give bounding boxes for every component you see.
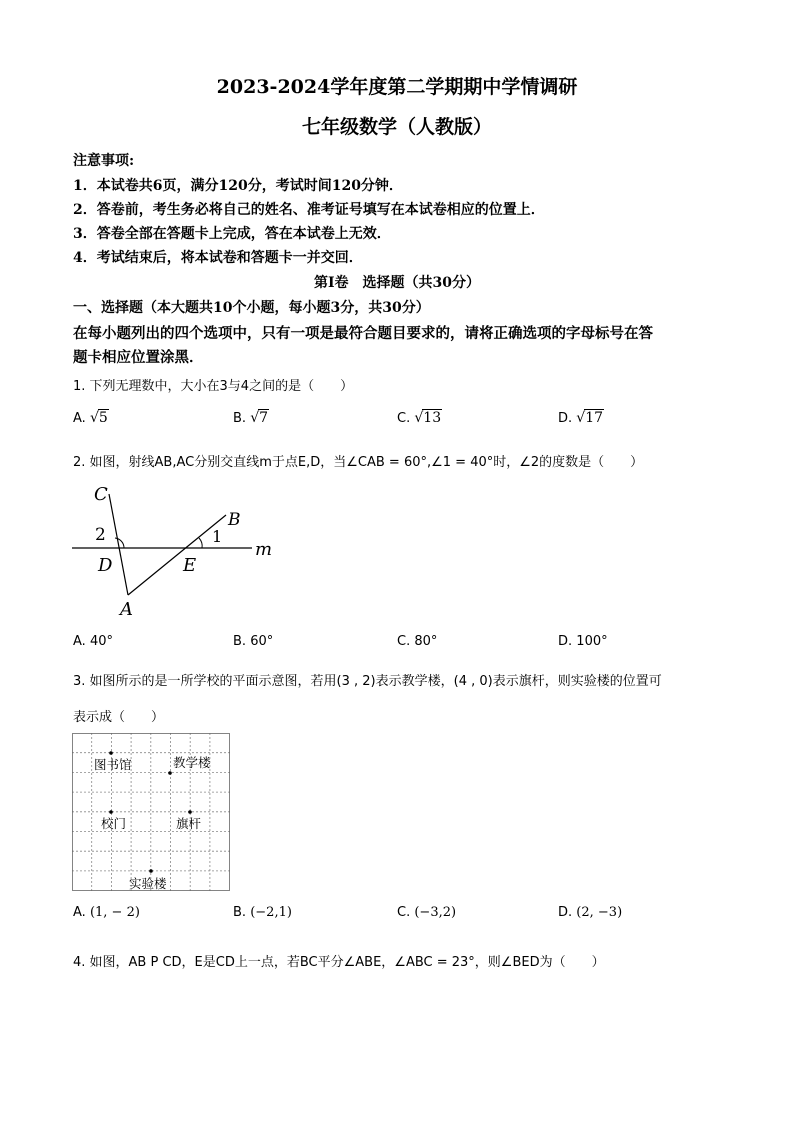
exam-title: 2023-2024学年度第二学期期中学情调研 [216,76,578,98]
question-2-text: 2. 如图，射线AB,AC分别交直线m于点E,D，当∠CAB = 60°,∠1 = 40°时，∠2的度数是（ ） [73,455,644,470]
question-3-text: 3. 如图所示的是一所学校的平面示意图，若用(3 , 2)表示教学楼，(4 , 0)表示旗杆，则实验楼的位置可 [73,674,662,689]
teaching-building-label: 教学楼 [173,755,211,770]
question-3-text-cont: 表示成（ ） [73,710,165,725]
label-m: m [255,539,273,560]
school-map-grid [72,733,232,893]
question-1-text: 1. 下列无理数中，大小在3与4之间的是（ ） [73,379,354,394]
angle-1-arc [199,538,202,548]
notes-heading: 注意事项: [73,153,135,169]
q1-option-c[interactable]: C. √13 [397,410,442,426]
instruction-line-1: 在每小题列出的四个选项中，只有一项是最符合题目要求的，请将正确选项的字母标号在答 [73,325,653,342]
note-item: 3．答卷全部在答题卡上完成，答在本试卷上无效． [73,226,391,242]
teaching-building-point [168,771,172,775]
part-heading: 一、选择题（本大题共10个小题，每小题3分，共30分） [73,300,430,316]
angle-2-arc [115,538,124,548]
label-a: A [120,599,133,620]
gate-label: 校门 [101,816,127,831]
instruction-line-2: 题卡相应位置涂黑． [73,349,204,366]
note-item: 4．考试结束后，将本试卷和答题卡一并交回． [73,250,363,266]
question-4-text: 4. 如图，AB P CD，E是CD上一点，若BC平分∠ABE，∠ABC = 23°，则∠BED为（ ） [73,955,605,970]
label-c: C [94,484,108,505]
gate-point [109,810,113,814]
q2-option-b[interactable]: B. 60° [233,634,274,649]
q1-option-b[interactable]: B. √7 [233,410,269,426]
label-e: E [183,555,197,576]
flagpole-point [188,810,192,814]
flagpole-label: 旗杆 [176,816,202,831]
q2-option-d[interactable]: D. 100° [558,634,608,649]
exam-subtitle: 七年级数学（人教版） [301,116,492,138]
section-title: 第Ⅰ卷 选择题（共30分） [313,275,481,291]
note-item: 2．答卷前，考生务必将自己的姓名、准考证号填写在本试卷相应的位置上． [73,202,545,218]
q1-option-d[interactable]: D. √17 [558,410,604,426]
label-1: 1 [212,527,223,546]
label-2: 2 [95,525,106,545]
ray-ac [109,494,128,595]
lab-building-point [149,869,153,873]
library-label: 图书馆 [94,757,132,772]
q3-option-a[interactable]: A. (1, − 2) [73,905,140,920]
q3-option-d[interactable]: D. (2, −3) [558,905,623,920]
lab-building-label: 实验楼 [129,876,167,891]
q2-option-c[interactable]: C. 80° [397,634,438,649]
q2-option-a[interactable]: A. 40° [73,634,113,649]
q3-option-b[interactable]: B. (−2,1) [233,905,292,920]
note-item: 1．本试卷共6页，满分120分，考试时间120分钟． [73,178,403,194]
q1-option-a[interactable]: A. √5 [73,410,108,426]
q2-figure [66,478,286,628]
q3-option-c[interactable]: C. (−3,2) [397,905,457,920]
library-point [109,751,113,755]
label-d: D [98,555,113,576]
label-b: B [228,510,241,530]
